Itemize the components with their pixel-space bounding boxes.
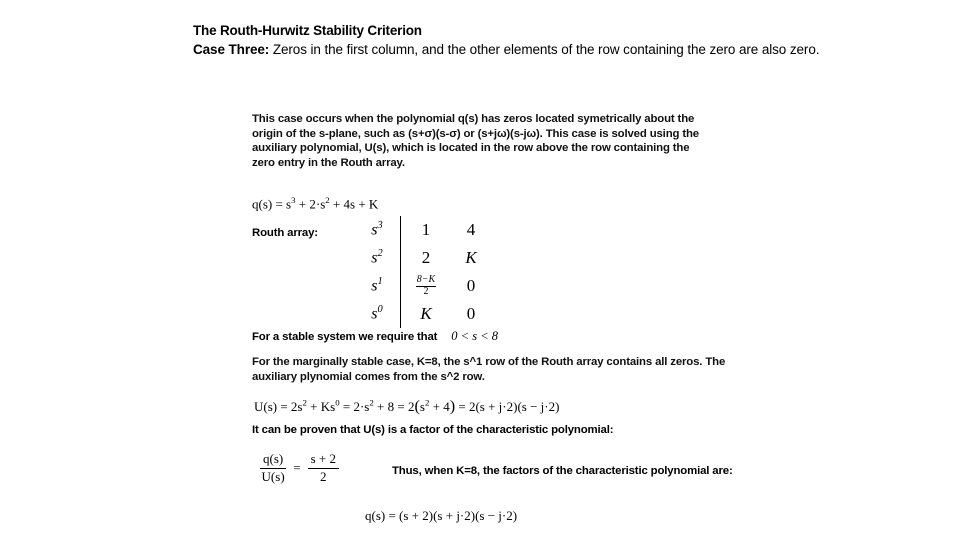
slide-body xyxy=(252,112,952,523)
factored-polynomial-equation: q(s) = (s + 2)(s + j·2)(s − j·2) xyxy=(365,508,518,523)
conclusion-line: Thus, when K=8, the factors of the characteristic polynomial are: xyxy=(392,465,733,477)
routh-power-s0: $s^0$ xyxy=(371,304,383,323)
ratio-equation xyxy=(260,452,339,485)
table-row xyxy=(360,300,493,328)
fraction-denominator: 2 xyxy=(423,285,429,297)
stability-condition-line xyxy=(252,327,498,345)
characteristic-polynomial-equation: $q(s) = s^3 + 2\cdot s^2 + 4s + K$ xyxy=(252,195,379,212)
stability-condition-label: For a stable system we require that xyxy=(252,331,438,343)
ratio-right-fraction xyxy=(308,452,339,485)
slide-header xyxy=(193,22,833,59)
result-denominator: 2 xyxy=(320,468,327,484)
equals-sign: = xyxy=(293,460,301,476)
ratio-denominator: U(s) xyxy=(261,468,285,484)
routh-array-block xyxy=(252,216,512,324)
routh-cell-r3c2: 0 xyxy=(466,276,476,295)
stability-inequality: 0 < s < 8 xyxy=(451,329,499,343)
table-row xyxy=(360,272,493,300)
routh-cell-r4c2: 0 xyxy=(466,304,476,323)
ratio-left-fraction xyxy=(260,452,286,485)
ratio-numerator: q(s) xyxy=(260,452,286,469)
routh-cell-r3c1 xyxy=(403,272,449,300)
routh-cell-r2c1: 2 xyxy=(421,248,431,267)
case-heading xyxy=(193,40,833,59)
fraction-numerator: 8−K xyxy=(416,273,436,285)
case-description: Zeros in the first column, and the other elements of the row containing the zero are also zero. xyxy=(269,42,820,57)
result-numerator: s + 2 xyxy=(308,452,339,469)
page-title: The Routh-Hurwitz Stability Criterion xyxy=(193,23,422,38)
intro-paragraph: This case occurs when the polynomial q(s) has zeros located symetrically about the origin of the s-plane, such as (s+σ)(s-σ) or (s+jω)(s-jω). This case is solved using the auxiliary polynomial, U(s), which is located in the row above the row containing the zero entry in the Routh array. xyxy=(252,113,699,169)
marginal-stability-paragraph: For the marginally stable case, K=8, the s^1 row of the Routh array contains all zeros. The auxiliary plynomial comes from the s^2 row. xyxy=(252,356,726,383)
routh-cell-r1c1: 1 xyxy=(421,220,431,239)
routh-cell-r2c2: K xyxy=(465,248,477,267)
case-label: Case Three: xyxy=(193,42,270,57)
routh-array-table xyxy=(360,216,494,328)
routh-power-s1: $s^1$ xyxy=(371,276,383,295)
routh-array-label: Routh array: xyxy=(252,227,318,239)
auxiliary-polynomial-equation: $U(s) = 2s^2 + Ks^0 = 2\cdot s^2 + 8 = 2(s^2 + 4) = 2(s + j\cdot 2)(s - j\cdot 2)$ xyxy=(254,397,560,415)
routh-cell-r1c2: 4 xyxy=(466,220,476,239)
routh-power-s3: $s^3$ xyxy=(371,220,383,239)
table-row xyxy=(360,216,493,244)
routh-cell-r4c1: K xyxy=(420,304,432,323)
table-row xyxy=(360,244,493,272)
routh-fraction xyxy=(416,275,436,298)
factor-statement: It can be proven that U(s) is a factor of the characteristic polynomial: xyxy=(252,424,614,436)
routh-power-s2: $s^2$ xyxy=(371,248,383,267)
